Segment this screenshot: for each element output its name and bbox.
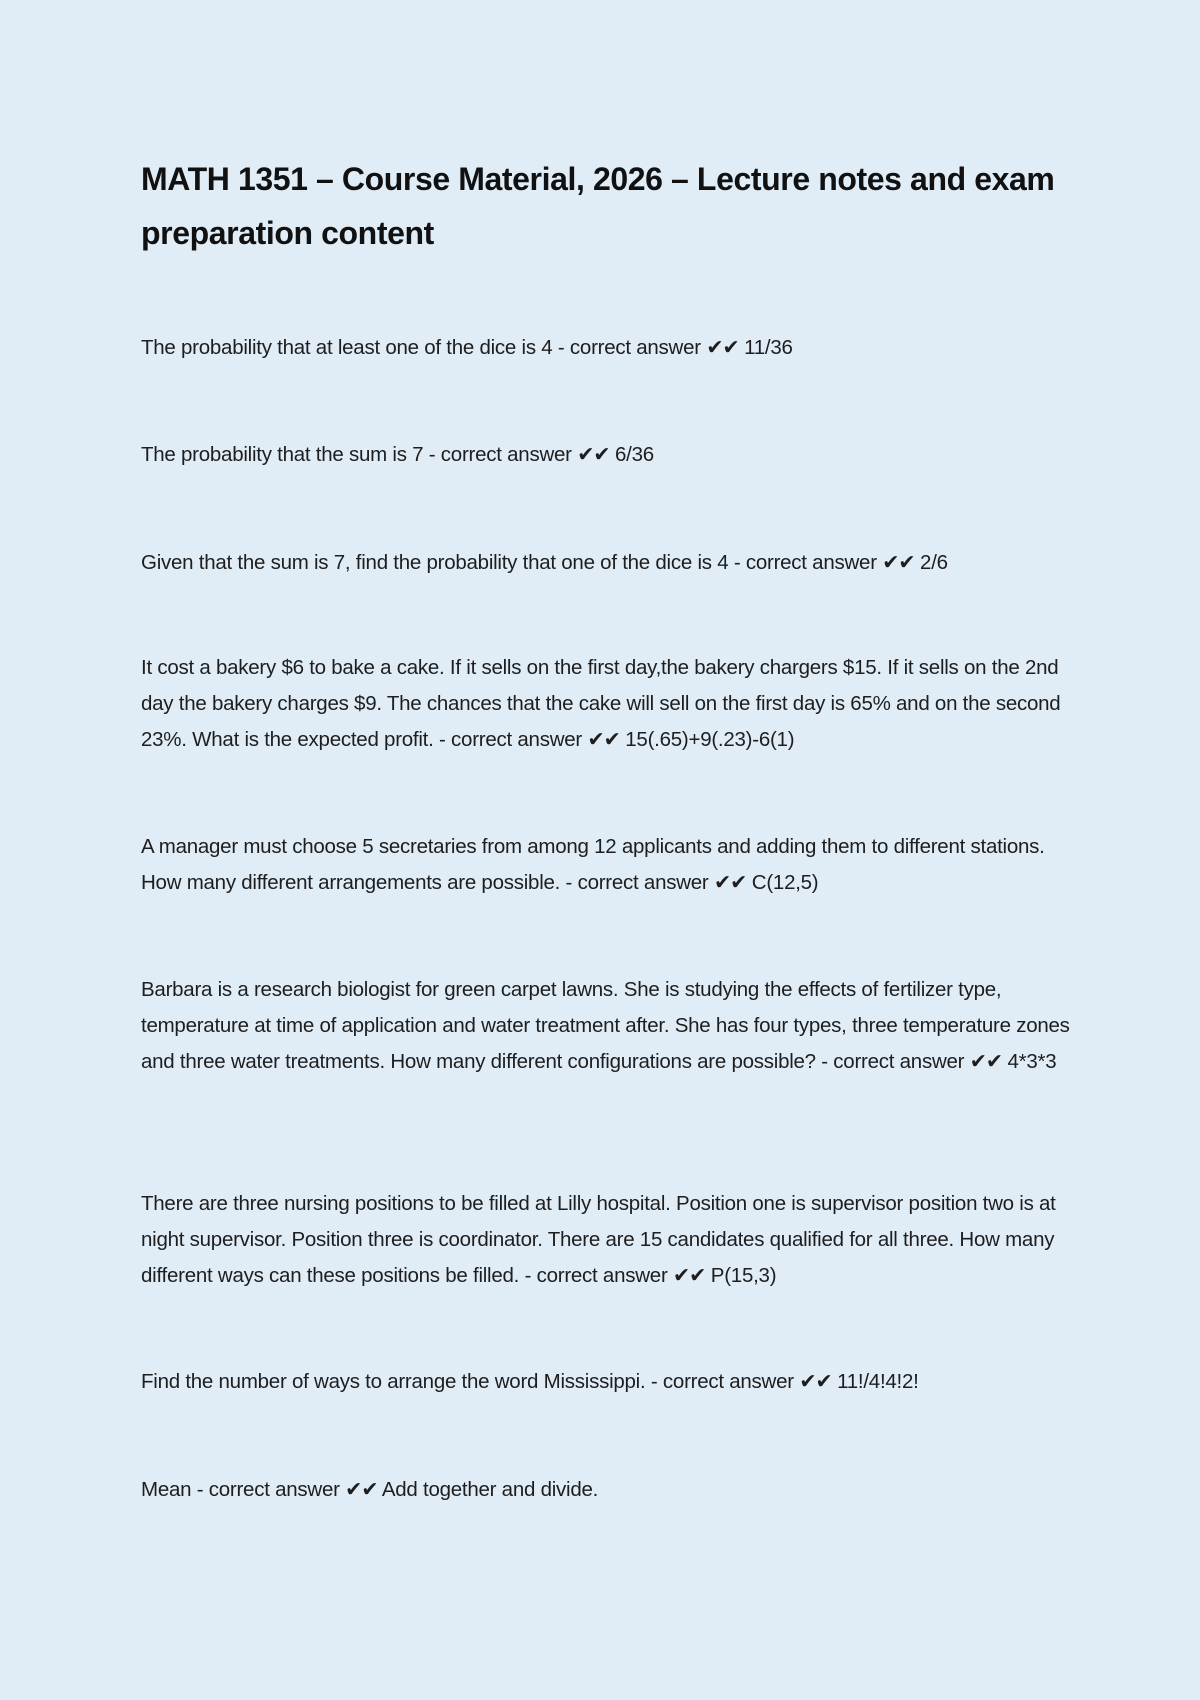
question-text: A manager must choose 5 secretaries from among 12 applicants and adding them to different stations. How many different arrangements are possible. <box>141 835 1045 894</box>
question-text: Given that the sum is 7, find the probability that one of the dice is 4 <box>141 551 729 574</box>
answer-text: 11!/4!4!2! <box>837 1370 919 1393</box>
check-icon: ✔✔ <box>577 443 610 466</box>
check-icon: ✔✔ <box>799 1370 832 1393</box>
qa-item <box>141 829 1076 901</box>
question-text: There are three nursing positions to be filled at Lilly hospital. Position one is supervisor position two is at night supervisor. Position three is coordinator. There are 15 candidates qualified for all three. How many different ways can these positions be filled. <box>141 1192 1056 1287</box>
answer-text: Add together and divide. <box>381 1478 599 1501</box>
check-icon: ✔✔ <box>587 728 620 751</box>
answer-text: P(15,3) <box>710 1264 777 1287</box>
answer-text: 11/36 <box>744 336 793 359</box>
answer-marker: - correct answer <box>524 1264 668 1287</box>
qa-item <box>141 330 1076 366</box>
check-icon: ✔✔ <box>345 1478 378 1501</box>
qa-item <box>141 1364 1076 1400</box>
check-icon: ✔✔ <box>672 1264 706 1287</box>
answer-marker: - correct answer <box>821 1050 965 1073</box>
answer-marker: - correct answer <box>428 443 572 466</box>
answer-marker: - correct answer <box>196 1478 340 1501</box>
qa-item <box>141 545 1076 581</box>
question-text: Mean <box>141 1478 192 1501</box>
answer-marker: - correct answer <box>650 1370 794 1393</box>
answer-text: 6/36 <box>615 443 654 466</box>
answer-marker: - correct answer <box>439 728 582 751</box>
answer-marker: - correct answer <box>565 871 709 894</box>
check-icon: ✔✔ <box>882 551 915 574</box>
question-text: Barbara is a research biologist for green carpet lawns. She is studying the effects of fertilizer type, temperature at time of application and water treatment after. She has four types, three temperature zones and three water treatments. How many different configurations are possible? <box>141 978 1070 1073</box>
question-text: Find the number of ways to arrange the word Mississippi. <box>141 1370 646 1393</box>
answer-text: 2/6 <box>920 551 948 574</box>
qa-item <box>141 437 1076 473</box>
answer-text: C(12,5) <box>751 871 819 894</box>
qa-item <box>141 972 1076 1080</box>
document-title: MATH 1351 – Course Material, 2026 – Lecture notes and exam preparation content <box>141 161 1055 251</box>
answer-marker: - correct answer <box>733 551 877 574</box>
answer-text: 4*3*3 <box>1007 1050 1057 1073</box>
qa-item <box>141 1186 1076 1294</box>
qa-item <box>141 1472 1076 1508</box>
question-text: It cost a bakery $6 to bake a cake. If it sells on the first day,the bakery chargers $15. If it sells on the 2nd day the bakery charges $9. The chances that the cake will sell on the first day is 65% and on the second 23%. What is the expected profit. <box>141 656 1061 751</box>
check-icon: ✔✔ <box>969 1050 1003 1073</box>
answer-text: 15(.65)+9(.23)-6(1) <box>625 728 795 751</box>
answer-marker: - correct answer <box>557 336 701 359</box>
question-text: The probability that the sum is 7 <box>141 443 424 466</box>
question-text: The probability that at least one of the dice is 4 <box>141 336 553 359</box>
check-icon: ✔✔ <box>706 336 739 359</box>
qa-item <box>141 650 1076 758</box>
check-icon: ✔✔ <box>713 871 747 894</box>
